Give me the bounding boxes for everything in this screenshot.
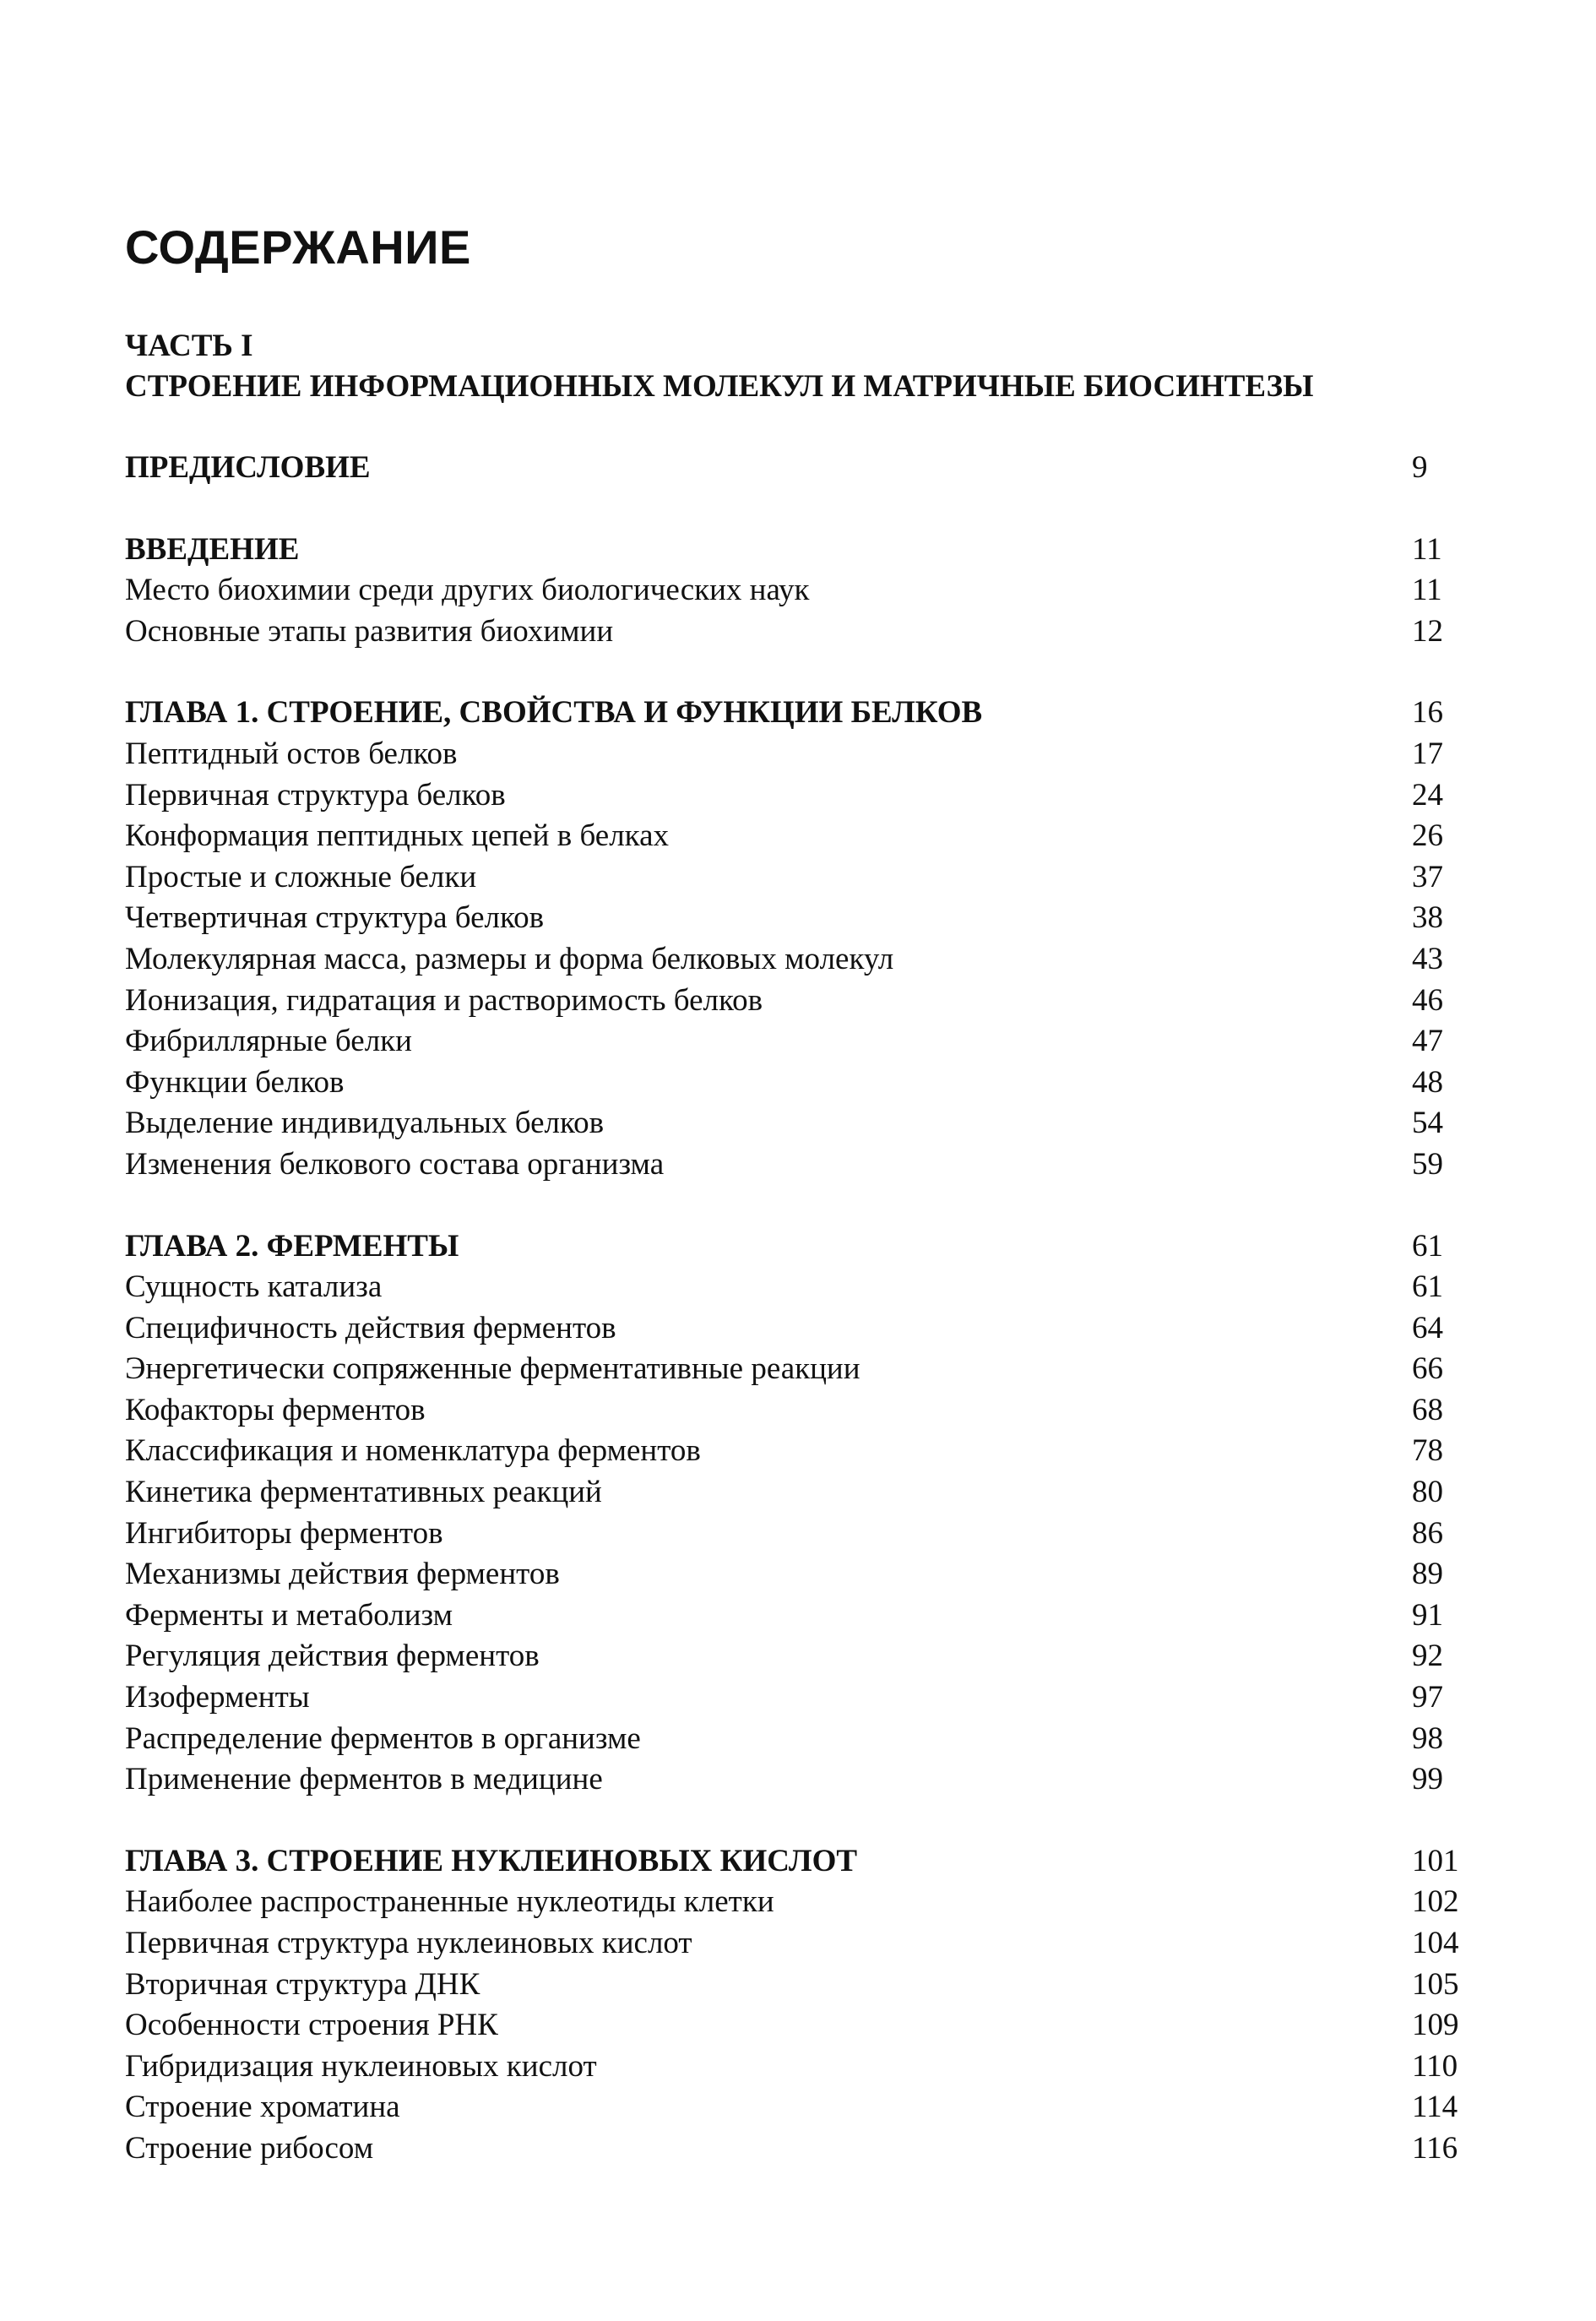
entry-title: Специфичность действия ферментов [125, 1310, 616, 1345]
entry-page-number: 64 [1412, 1310, 1443, 1345]
entry-page-number: 68 [1412, 1392, 1443, 1427]
entry-title: Пептидный остов белков [125, 736, 458, 771]
entry-page-number: 102 [1412, 1884, 1459, 1920]
toc-entry[interactable] [125, 1431, 1469, 1472]
section-heading: ГЛАВА 1. СТРОЕНИЕ, СВОЙСТВА И ФУНКЦИИ БЕЛКОВ [125, 695, 983, 731]
entry-title: Кофакторы ферментов [125, 1392, 426, 1427]
entry-title: Первичная структура нуклеиновых кислот [125, 1926, 692, 1960]
entry-title: Классификация и номенклатура ферментов [125, 1433, 701, 1469]
toc-entry[interactable] [125, 612, 1469, 653]
toc-entry[interactable] [125, 1554, 1469, 1595]
entry-page-number: 43 [1412, 941, 1443, 976]
entry-page-number: 12 [1412, 613, 1443, 649]
toc-section [125, 530, 1469, 653]
entry-title: Ферменты и метаболизм [125, 1597, 453, 1633]
part-label: ЧАСТЬ I [125, 329, 253, 363]
entry-page-number: 47 [1412, 1024, 1443, 1059]
part-name: СТРОЕНИЕ ИНФОРМАЦИОННЫХ МОЛЕКУЛ И МАТРИЧНЫЕ БИОСИНТЕЗЫ [125, 369, 1314, 404]
entry-page-number: 97 [1412, 1680, 1443, 1715]
entry-title: Функции белков [125, 1064, 345, 1100]
entry-page-number: 86 [1412, 1515, 1443, 1551]
entry-title: Распределение ферментов в организме [125, 1720, 641, 1756]
entry-title: Энергетически сопряженные ферментативные реакции [125, 1351, 860, 1387]
entry-title: Простые и сложные белки [125, 859, 477, 894]
section-heading-row[interactable] [125, 693, 1469, 734]
entry-title: Гибридизация нуклеиновых кислот [125, 2048, 597, 2084]
toc-entry[interactable] [125, 1719, 1469, 1760]
entry-page-number: 104 [1412, 1926, 1459, 1960]
entry-title: Регуляция действия ферментов [125, 1639, 540, 1674]
toc-entry[interactable] [125, 1472, 1469, 1514]
toc-entry[interactable] [125, 1759, 1469, 1801]
toc-entry[interactable] [125, 1103, 1469, 1144]
entry-page-number: 46 [1412, 982, 1443, 1018]
entry-page-number: 89 [1412, 1557, 1443, 1592]
entry-page-number: 80 [1412, 1475, 1443, 1510]
entry-page-number: 105 [1412, 1966, 1459, 2002]
section-heading-row[interactable] [125, 448, 1469, 489]
entry-title: Строение хроматина [125, 2090, 400, 2125]
entry-page-number: 98 [1412, 1720, 1443, 1756]
entry-title: Строение рибосом [125, 2130, 374, 2166]
entry-title: Изменения белкового состава организма [125, 1146, 665, 1182]
entry-page-number: 54 [1412, 1106, 1443, 1141]
toc-entry[interactable] [125, 816, 1469, 857]
table-of-contents [125, 218, 1469, 2210]
entry-title: Ионизация, гидратация и растворимость белков [125, 982, 763, 1018]
entry-title: Особенности строения РНК [125, 2008, 498, 2043]
section-page-number: 61 [1412, 1228, 1443, 1264]
entry-page-number: 110 [1412, 2048, 1458, 2084]
entry-title: Сущность катализа [125, 1269, 383, 1305]
entry-title: Основные этапы развития биохимии [125, 613, 614, 649]
section-heading: ГЛАВА 2. ФЕРМЕНТЫ [125, 1228, 459, 1264]
toc-entry[interactable] [125, 1063, 1469, 1104]
entry-page-number: 26 [1412, 818, 1443, 854]
toc-entry[interactable] [125, 1882, 1469, 1923]
entry-title: Применение ферментов в медицине [125, 1762, 603, 1797]
section-page-number: 101 [1412, 1843, 1459, 1878]
toc-section [125, 693, 1469, 1185]
entry-title: Ингибиторы ферментов [125, 1515, 443, 1551]
entry-page-number: 37 [1412, 859, 1443, 894]
toc-entry[interactable] [125, 1514, 1469, 1555]
toc-entry[interactable] [125, 1349, 1469, 1390]
toc-entry[interactable] [125, 734, 1469, 775]
toc-entry[interactable] [125, 570, 1469, 612]
entry-title: Первичная структура белков [125, 777, 506, 813]
entry-page-number: 66 [1412, 1351, 1443, 1387]
section-heading-row[interactable] [125, 1841, 1469, 1883]
toc-entry[interactable] [125, 857, 1469, 899]
toc-entry[interactable] [125, 1636, 1469, 1677]
section-page-number: 11 [1412, 531, 1442, 567]
part-heading [125, 326, 1469, 407]
entry-title: Фибриллярные белки [125, 1024, 412, 1059]
toc-entry[interactable] [125, 2128, 1469, 2170]
toc-entry[interactable] [125, 775, 1469, 817]
section-heading: ПРЕДИСЛОВИЕ [125, 450, 371, 485]
entry-page-number: 109 [1412, 2008, 1459, 2043]
toc-entry[interactable] [125, 1965, 1469, 2006]
entry-title: Выделение индивидуальных белков [125, 1106, 605, 1141]
entry-page-number: 48 [1412, 1064, 1443, 1100]
section-heading-row[interactable] [125, 530, 1469, 571]
section-heading-row[interactable] [125, 1226, 1469, 1268]
entry-page-number: 92 [1412, 1639, 1443, 1674]
toc-entry[interactable] [125, 981, 1469, 1022]
entry-page-number: 99 [1412, 1762, 1443, 1797]
entry-title: Четвертичная структура белков [125, 900, 545, 936]
entry-title: Изоферменты [125, 1680, 310, 1715]
toc-entry[interactable] [125, 1144, 1469, 1186]
entry-page-number: 61 [1412, 1269, 1443, 1305]
entry-title: Конформация пептидных цепей в белках [125, 818, 670, 854]
section-page-number: 16 [1412, 695, 1443, 731]
entry-page-number: 59 [1412, 1146, 1443, 1182]
toc-entry[interactable] [125, 2047, 1469, 2088]
entry-page-number: 38 [1412, 900, 1443, 936]
toc-entry[interactable] [125, 1677, 1469, 1719]
toc-entry[interactable] [125, 1021, 1469, 1063]
entry-title: Механизмы действия ферментов [125, 1557, 560, 1592]
entry-page-number: 91 [1412, 1597, 1443, 1633]
entry-page-number: 114 [1412, 2090, 1458, 2125]
toc-entry[interactable] [125, 1923, 1469, 1965]
entry-page-number: 116 [1412, 2130, 1458, 2166]
entry-title: Место биохимии среди других биологических наук [125, 573, 810, 608]
entry-title: Кинетика ферментативных реакций [125, 1475, 602, 1510]
toc-entry[interactable] [125, 2005, 1469, 2047]
entry-title: Наиболее распространенные нуклеотиды клетки [125, 1884, 774, 1920]
toc-entry[interactable] [125, 2087, 1469, 2128]
toc-entry[interactable] [125, 1390, 1469, 1432]
page-title: СОДЕРЖАНИЕ [125, 220, 471, 274]
entry-page-number: 24 [1412, 777, 1443, 813]
toc-entry[interactable] [125, 898, 1469, 939]
section-heading: ВВЕДЕНИЕ [125, 531, 300, 567]
toc-entry[interactable] [125, 939, 1469, 981]
toc-section [125, 448, 1469, 489]
toc-section [125, 1841, 1469, 2170]
toc-section [125, 1226, 1469, 1801]
toc-sections [125, 448, 1469, 2170]
entry-page-number: 78 [1412, 1433, 1443, 1469]
toc-entry[interactable] [125, 1595, 1469, 1637]
entry-page-number: 17 [1412, 736, 1443, 771]
entry-title: Вторичная структура ДНК [125, 1966, 480, 2002]
toc-entry[interactable] [125, 1267, 1469, 1308]
entry-title: Молекулярная масса, размеры и форма белковых молекул [125, 941, 894, 976]
entry-page-number: 11 [1412, 573, 1442, 608]
section-heading: ГЛАВА 3. СТРОЕНИЕ НУКЛЕИНОВЫХ КИСЛОТ [125, 1843, 858, 1878]
toc-entry[interactable] [125, 1308, 1469, 1350]
section-page-number: 9 [1412, 450, 1428, 485]
